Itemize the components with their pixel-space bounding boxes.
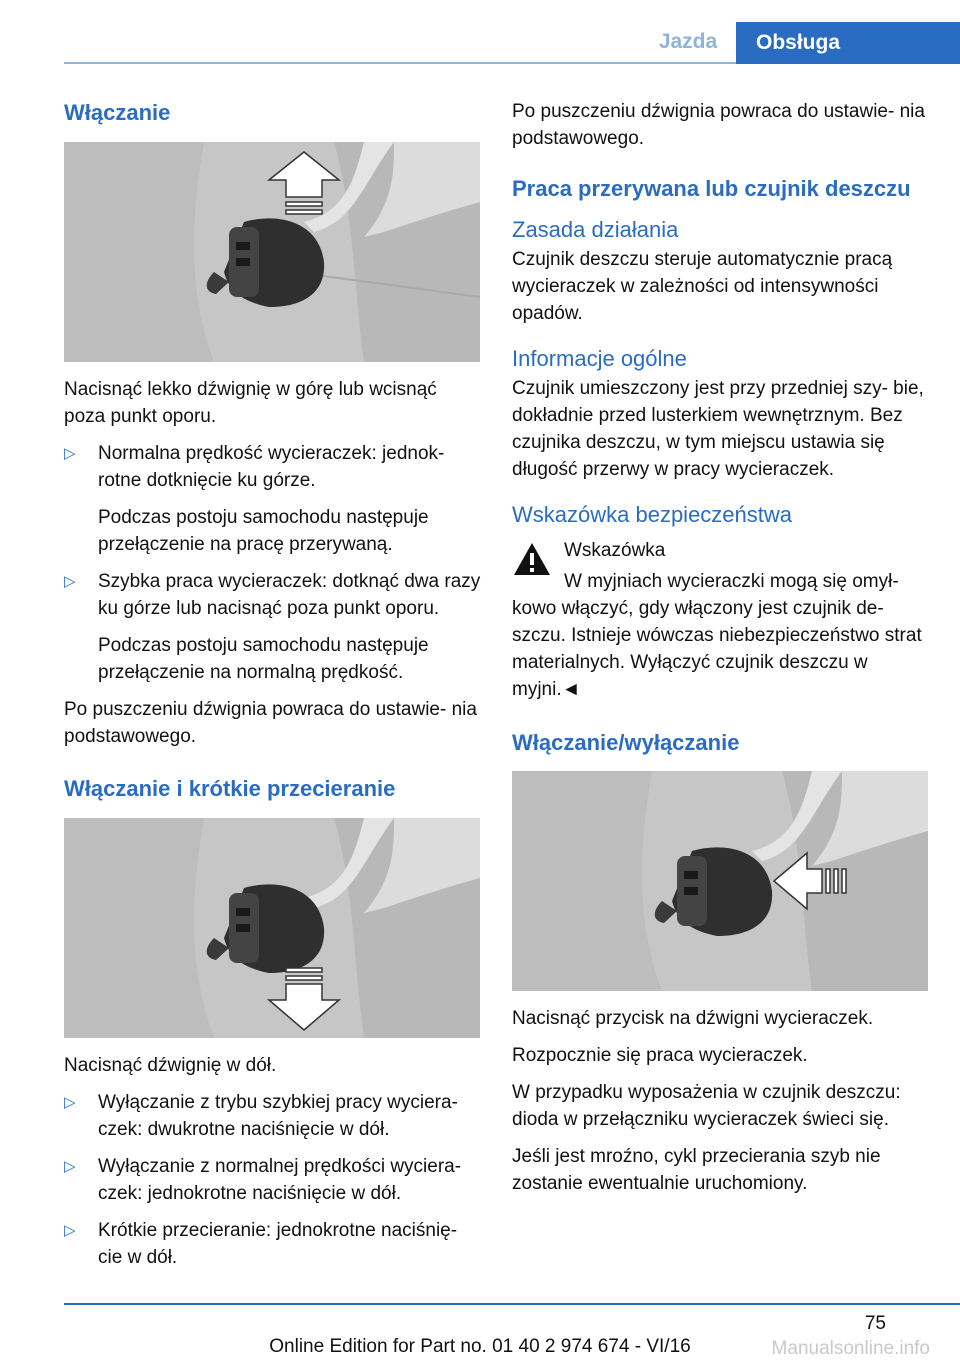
heading-wlaczanie-wylaczanie: Włączanie/wyłączanie (512, 730, 740, 755)
page-number: 75 (864, 1313, 886, 1334)
right-column (512, 98, 930, 1207)
warning-text: kowo włączyć, gdy włączony jest czujnik de‐ szczu. Istnieje wówczas niebezpieczeństwo strat materialnych. Wyłączyć czujnik deszczu w myjni.◄ (512, 598, 922, 700)
text-press-lever: Nacisnąć lekko dźwignię w górę lub wcisnąć poza punkt oporu. (64, 379, 437, 427)
triangle-bullet-icon: ▷ (64, 573, 76, 590)
list-item (64, 568, 482, 686)
figure-lever-down (64, 818, 480, 1038)
text-release-lever: Po puszczeniu dźwignia powraca do ustawie‐ nia podstawowego. (64, 699, 477, 747)
list-item (64, 1153, 482, 1207)
list-item (64, 440, 482, 558)
figure-lever-button (512, 771, 928, 991)
heading-wlaczanie: Włączanie (64, 100, 171, 125)
text-press-down: Nacisnąć dźwignię w dół. (64, 1055, 277, 1076)
text-frost-note: Jeśli jest mroźno, cykl przecierania szyb nie zostanie ewentualnie uruchomiony. (512, 1146, 881, 1194)
tab-obsluga[interactable]: Obsługa (736, 22, 960, 64)
bullet-subtext: Podczas postoju samochodu następuje przełączenie na normalną prędkość. (98, 635, 429, 683)
triangle-bullet-icon: ▷ (64, 445, 76, 462)
bullet-text: Wyłączanie z trybu szybkiej pracy wyciera‐ czek: dwukrotne naciśnięcie w dół. (98, 1092, 458, 1140)
text-rain-sensor: Czujnik deszczu steruje automatycznie pracą wycieraczek w zależności od intensywności opadów. (512, 249, 893, 324)
bullet-text: Wyłączanie z normalnej prędkości wyciera‐ czek: jednokrotne naciśnięcie w dół. (98, 1156, 462, 1204)
figure-lever-up (64, 142, 480, 362)
triangle-bullet-icon: ▷ (64, 1158, 76, 1175)
warning-title: Wskazówka (564, 540, 666, 561)
triangle-bullet-icon: ▷ (64, 1094, 76, 1111)
text-wiping-starts: Rozpocznie się praca wycieraczek. (512, 1045, 808, 1066)
bullet-text: Krótkie przecieranie: jednokrotne naciśnię‐ cie w dół. (98, 1220, 458, 1268)
footer-rule (64, 1303, 960, 1305)
heading-informacje-ogolne: Informacje ogólne (512, 346, 687, 371)
list-item (64, 1217, 482, 1271)
tab-jazda[interactable]: Jazda (658, 30, 718, 53)
bullet-subtext: Podczas postoju samochodu następuje przełączenie na pracę przerywaną. (98, 507, 429, 555)
watermark: Manualsonline.info (771, 1338, 930, 1359)
heading-praca-przerywana: Praca przerywana lub czujnik deszczu (512, 176, 911, 201)
list-item (64, 1089, 482, 1143)
text-release-lever-right: Po puszczeniu dźwignia powraca do ustawie‐ nia podstawowego. (512, 101, 925, 149)
footer-edition: Online Edition for Part no. 01 40 2 974 674 - VI/16 (269, 1336, 691, 1357)
bullet-text: Normalna prędkość wycieraczek: jednok‐ rotne dotknięcie ku górze. (98, 443, 445, 491)
text-led-indicator: W przypadku wyposażenia w czujnik deszczu: dioda w przełączniku wycieraczek świeci się. (512, 1082, 901, 1130)
warning-block (512, 537, 930, 595)
bullet-text: Szybka praca wycieraczek: dotknąć dwa razy ku górze lub nacisnąć poza punkt oporu. (98, 571, 481, 619)
warning-first-line: W myjniach wycieraczki mogą się omył‐ (564, 571, 899, 592)
heading-wlaczanie-krotkie: Włączanie i krótkie przecieranie (64, 776, 396, 801)
warning-icon (512, 537, 564, 595)
text-sensor-location: Czujnik umieszczony jest przy przedniej szy‐ bie, dokładnie przed lusterkiem wewnętrznym. Bez czujnika deszczu, w tym miejscu ustawia się długość przerwy w pracy wycieraczek. (512, 378, 924, 480)
text-press-button: Nacisnąć przycisk na dźwigni wycieraczek. (512, 1008, 874, 1029)
triangle-bullet-icon: ▷ (64, 1222, 76, 1239)
left-column (64, 98, 482, 1281)
heading-zasada-dzialania: Zasada działania (512, 217, 679, 242)
heading-wskazowka-bezpieczenstwa: Wskazówka bezpieczeństwa (512, 502, 793, 527)
